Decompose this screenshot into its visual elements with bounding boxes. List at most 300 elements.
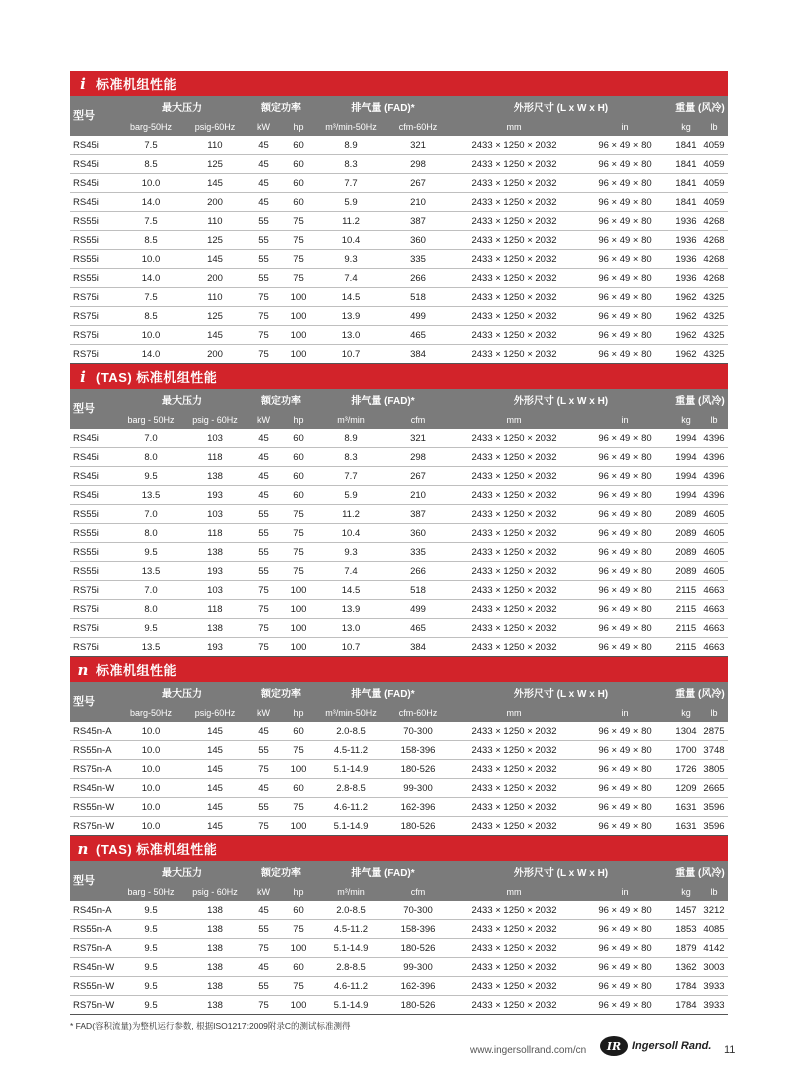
spec-section (70, 657, 728, 836)
cell-bar: 7.5 (144, 291, 158, 303)
cell-kw: 45 (258, 961, 269, 973)
header-pressure: 最大压力 (162, 396, 202, 407)
cell-psi: 103 (207, 508, 223, 520)
cell-psi: 145 (207, 177, 223, 189)
cell-in: 96 × 49 × 80 (598, 139, 652, 151)
cell-kg: 1631 (675, 801, 697, 813)
header-fad: 排气量 (FAD)* (351, 396, 415, 407)
cell-hp: 60 (293, 451, 304, 463)
cell-kg: 1362 (675, 961, 697, 973)
spec-section (70, 364, 728, 657)
cell-cfm: 158-396 (400, 744, 436, 756)
cell-model: RS75i (73, 348, 99, 360)
cell-psi: 118 (207, 603, 223, 615)
cell-hp: 100 (290, 310, 307, 322)
cell-m3: 9.3 (344, 546, 358, 558)
header-unit-in: in (621, 121, 629, 132)
header-unit-m3: m³/min-50Hz (325, 121, 377, 132)
cell-hp: 60 (293, 489, 304, 501)
cell-bar: 10.0 (141, 763, 161, 775)
header-group-row (70, 389, 728, 410)
cell-hp: 75 (293, 508, 304, 520)
spec-section (70, 71, 728, 364)
section-title: (TAS) 标准机组性能 (96, 370, 218, 385)
cell-mm: 2433 × 1250 × 2032 (471, 139, 557, 151)
cell-model: RS55n-A (73, 744, 112, 756)
cell-m3: 7.4 (344, 272, 358, 284)
table-header (70, 389, 728, 429)
cell-in: 96 × 49 × 80 (598, 253, 652, 265)
table-row (70, 817, 728, 836)
cell-bar: 9.5 (144, 980, 158, 992)
table-row (70, 958, 728, 977)
cell-in: 96 × 49 × 80 (598, 820, 652, 832)
cell-lb: 4605 (703, 546, 725, 558)
cell-lb: 4396 (703, 489, 725, 501)
cell-kw: 55 (258, 923, 269, 935)
cell-hp: 60 (293, 432, 304, 444)
spec-tables (70, 71, 728, 1015)
table-row (70, 760, 728, 779)
cell-mm: 2433 × 1250 × 2032 (471, 584, 557, 596)
cell-mm: 2433 × 1250 × 2032 (471, 329, 557, 341)
cell-mm: 2433 × 1250 × 2032 (471, 310, 557, 322)
cell-m3: 14.5 (341, 584, 361, 596)
table-row (70, 307, 728, 326)
cell-mm: 2433 × 1250 × 2032 (471, 253, 557, 265)
cell-kg: 1936 (675, 272, 697, 284)
cell-hp: 75 (293, 980, 304, 992)
cell-kg: 1841 (675, 177, 697, 189)
cell-mm: 2433 × 1250 × 2032 (471, 980, 557, 992)
cell-bar: 10.0 (141, 801, 161, 813)
cell-lb: 4059 (703, 139, 725, 151)
table-row (70, 901, 728, 920)
cell-kg: 1936 (675, 215, 697, 227)
cell-lb: 4396 (703, 451, 725, 463)
cell-kw: 45 (258, 782, 269, 794)
cell-m3: 4.6-11.2 (333, 980, 369, 992)
cell-hp: 60 (293, 177, 304, 189)
cell-in: 96 × 49 × 80 (598, 904, 652, 916)
header-unit-kw: kW (257, 414, 270, 425)
cell-kg: 1784 (675, 980, 697, 992)
cell-model: RS45n-A (73, 904, 112, 916)
cell-mm: 2433 × 1250 × 2032 (471, 801, 557, 813)
cell-m3: 11.2 (342, 508, 360, 520)
cell-m3: 7.7 (344, 470, 358, 482)
section-title: (TAS) 标准机组性能 (96, 842, 218, 857)
cell-in: 96 × 49 × 80 (598, 508, 652, 520)
cell-lb: 4663 (703, 603, 725, 615)
cell-kg: 1879 (675, 942, 697, 954)
header-unit-psi: psig-60Hz (194, 121, 236, 132)
table-row (70, 448, 728, 467)
cell-in: 96 × 49 × 80 (598, 177, 652, 189)
cell-model: RS45n-W (73, 961, 115, 973)
cell-bar: 10.0 (141, 725, 161, 737)
cell-mm: 2433 × 1250 × 2032 (471, 234, 557, 246)
cell-kg: 1841 (675, 139, 697, 151)
cell-lb: 2875 (703, 725, 725, 737)
footnote: * FAD(容积流量)为整机运行参数, 根据ISO1217:2009附录C的测试标准测得 (70, 1021, 351, 1031)
cell-kw: 55 (258, 253, 269, 265)
cell-kg: 1631 (675, 820, 697, 832)
header-unit-hp: hp (293, 414, 304, 425)
cell-psi: 118 (207, 451, 223, 463)
cell-m3: 10.7 (341, 348, 361, 360)
cell-mm: 2433 × 1250 × 2032 (471, 272, 557, 284)
header-unit-kw: kW (257, 121, 270, 132)
cell-in: 96 × 49 × 80 (598, 980, 652, 992)
cell-lb: 4059 (703, 196, 725, 208)
cell-lb: 4605 (703, 527, 725, 539)
cell-lb: 4268 (703, 272, 725, 284)
cell-kw: 75 (258, 641, 269, 653)
table-row (70, 779, 728, 798)
cell-model: RS75i (73, 584, 99, 596)
table-body (70, 722, 728, 836)
cell-mm: 2433 × 1250 × 2032 (471, 782, 557, 794)
cell-mm: 2433 × 1250 × 2032 (471, 508, 557, 520)
cell-model: RS45n-W (73, 782, 115, 794)
table-row (70, 467, 728, 486)
cell-hp: 75 (293, 253, 304, 265)
header-unit-bar: barg-50Hz (129, 121, 173, 132)
cell-cfm: 384 (410, 348, 426, 360)
cell-kg: 1962 (675, 310, 697, 322)
logo-wordmark: Ingersoll Rand. (632, 1040, 712, 1052)
cell-cfm: 162-396 (400, 980, 436, 992)
header-unit-m3: m³/min (337, 886, 365, 897)
section-title-bar (70, 657, 728, 682)
header-unit-row (70, 882, 728, 901)
cell-kw: 75 (258, 622, 269, 634)
cell-lb: 4605 (703, 508, 725, 520)
cell-in: 96 × 49 × 80 (598, 622, 652, 634)
cell-psi: 138 (207, 622, 223, 634)
cell-kw: 55 (258, 527, 269, 539)
header-dimensions: 外形尺寸 (L x W x H) (513, 689, 609, 700)
series-letter: i (80, 74, 86, 93)
cell-kw: 55 (258, 234, 269, 246)
table-row (70, 996, 728, 1015)
header-unit-cfm: cfm (410, 414, 426, 425)
header-model: 型号 (73, 403, 95, 415)
cell-bar: 9.5 (144, 546, 158, 558)
cell-psi: 138 (207, 999, 223, 1011)
cell-psi: 145 (207, 253, 223, 265)
header-unit-kg: kg (681, 886, 691, 897)
header-weight: 重量 (风冷) (675, 103, 725, 114)
header-unit-kg: kg (681, 121, 691, 132)
cell-hp: 75 (293, 272, 304, 284)
cell-cfm: 360 (410, 234, 426, 246)
cell-in: 96 × 49 × 80 (598, 744, 652, 756)
header-dimensions: 外形尺寸 (L x W x H) (513, 868, 609, 879)
cell-m3: 5.1-14.9 (333, 763, 369, 775)
cell-cfm: 465 (410, 622, 426, 634)
table-row (70, 429, 728, 448)
cell-bar: 13.5 (141, 565, 161, 577)
cell-kw: 75 (258, 603, 269, 615)
cell-m3: 2.8-8.5 (336, 782, 366, 794)
cell-m3: 10.4 (341, 234, 361, 246)
cell-bar: 7.5 (144, 215, 158, 227)
table-row (70, 619, 728, 638)
section-title: 标准机组性能 (96, 663, 178, 678)
cell-model: RS55i (73, 234, 99, 246)
cell-m3: 8.3 (344, 158, 358, 170)
cell-mm: 2433 × 1250 × 2032 (471, 999, 557, 1011)
cell-psi: 138 (207, 980, 223, 992)
header-unit-m3: m³/min-50Hz (325, 707, 377, 718)
cell-model: RS45i (73, 196, 99, 208)
table-row (70, 920, 728, 939)
cell-kw: 55 (258, 215, 269, 227)
table-row (70, 543, 728, 562)
header-dimensions: 外形尺寸 (L x W x H) (513, 396, 609, 407)
cell-in: 96 × 49 × 80 (598, 196, 652, 208)
cell-m3: 13.9 (341, 310, 361, 322)
cell-psi: 200 (207, 272, 223, 284)
table-row (70, 345, 728, 364)
header-unit-m3: m³/min (337, 414, 365, 425)
header-fad: 排气量 (FAD)* (351, 689, 415, 700)
cell-psi: 193 (207, 641, 223, 653)
cell-cfm: 267 (410, 470, 426, 482)
cell-in: 96 × 49 × 80 (598, 725, 652, 737)
cell-hp: 100 (290, 942, 307, 954)
cell-m3: 13.0 (341, 329, 361, 341)
cell-cfm: 180-526 (400, 763, 436, 775)
cell-kg: 1994 (675, 489, 697, 501)
cell-psi: 103 (207, 432, 223, 444)
cell-cfm: 210 (410, 489, 426, 501)
cell-lb: 3596 (703, 801, 725, 813)
cell-hp: 100 (290, 291, 307, 303)
table-header (70, 861, 728, 901)
cell-bar: 9.5 (144, 622, 158, 634)
cell-m3: 7.4 (344, 565, 358, 577)
header-unit-lb: lb (710, 414, 718, 425)
cell-bar: 9.5 (144, 942, 158, 954)
cell-bar: 9.5 (144, 961, 158, 973)
header-unit-hp: hp (293, 707, 304, 718)
cell-model: RS55i (73, 215, 99, 227)
header-unit-hp: hp (293, 886, 304, 897)
cell-hp: 100 (290, 622, 307, 634)
cell-kw: 45 (258, 139, 269, 151)
cell-bar: 14.0 (141, 272, 161, 284)
cell-m3: 5.9 (344, 196, 358, 208)
header-unit-mm: mm (506, 886, 522, 897)
cell-kw: 75 (258, 999, 269, 1011)
cell-lb: 4085 (703, 923, 725, 935)
cell-lb: 4663 (703, 622, 725, 634)
section-title-bar (70, 836, 728, 861)
header-group-row (70, 682, 728, 703)
cell-in: 96 × 49 × 80 (598, 158, 652, 170)
cell-hp: 75 (293, 744, 304, 756)
header-weight: 重量 (风冷) (675, 396, 725, 407)
cell-kg: 1962 (675, 291, 697, 303)
cell-psi: 138 (207, 961, 223, 973)
table-body (70, 901, 728, 1015)
cell-hp: 60 (293, 139, 304, 151)
header-unit-mm: mm (506, 414, 522, 425)
cell-in: 96 × 49 × 80 (598, 234, 652, 246)
table-row (70, 505, 728, 524)
cell-in: 96 × 49 × 80 (598, 942, 652, 954)
cell-psi: 138 (207, 942, 223, 954)
cell-kw: 75 (258, 310, 269, 322)
header-fad: 排气量 (FAD)* (351, 103, 415, 114)
cell-lb: 4605 (703, 565, 725, 577)
cell-cfm: 180-526 (400, 820, 436, 832)
cell-cfm: 465 (410, 329, 426, 341)
cell-bar: 8.5 (144, 234, 158, 246)
header-model: 型号 (73, 110, 95, 122)
cell-model: RS45i (73, 451, 99, 463)
cell-kw: 75 (258, 291, 269, 303)
cell-cfm: 335 (410, 546, 426, 558)
table-header (70, 96, 728, 136)
cell-lb: 4142 (703, 942, 725, 954)
cell-cfm: 70-300 (403, 725, 433, 737)
cell-m3: 2.0-8.5 (336, 904, 366, 916)
cell-model: RS75n-W (73, 999, 115, 1011)
cell-lb: 3596 (703, 820, 725, 832)
cell-in: 96 × 49 × 80 (598, 329, 652, 341)
cell-model: RS55n-A (73, 923, 112, 935)
cell-model: RS55i (73, 527, 99, 539)
cell-kg: 1994 (675, 470, 697, 482)
header-unit-cfm: cfm-60Hz (398, 707, 438, 718)
ingersoll-rand-logo (600, 1036, 711, 1056)
cell-kg: 2089 (675, 565, 697, 577)
table-row (70, 231, 728, 250)
cell-hp: 100 (290, 348, 307, 360)
table-row (70, 269, 728, 288)
cell-cfm: 180-526 (400, 942, 436, 954)
cell-model: RS55i (73, 565, 99, 577)
cell-bar: 8.5 (144, 310, 158, 322)
cell-lb: 4325 (703, 291, 725, 303)
cell-kw: 75 (258, 763, 269, 775)
cell-bar: 8.0 (144, 451, 158, 463)
cell-mm: 2433 × 1250 × 2032 (471, 942, 557, 954)
cell-psi: 138 (207, 904, 223, 916)
cell-kg: 1209 (675, 782, 697, 794)
cell-lb: 4396 (703, 470, 725, 482)
header-unit-lb: lb (710, 121, 718, 132)
cell-kg: 1936 (675, 253, 697, 265)
header-unit-kw: kW (257, 886, 270, 897)
cell-m3: 13.0 (341, 622, 361, 634)
cell-in: 96 × 49 × 80 (598, 584, 652, 596)
cell-kw: 75 (258, 329, 269, 341)
cell-bar: 7.0 (144, 432, 158, 444)
cell-kg: 2115 (675, 622, 697, 634)
cell-psi: 110 (207, 291, 223, 303)
cell-lb: 4268 (703, 215, 725, 227)
cell-hp: 100 (290, 584, 307, 596)
cell-kg: 1700 (675, 744, 697, 756)
cell-in: 96 × 49 × 80 (598, 310, 652, 322)
cell-kg: 1994 (675, 432, 697, 444)
cell-hp: 100 (290, 603, 307, 615)
cell-mm: 2433 × 1250 × 2032 (471, 641, 557, 653)
cell-mm: 2433 × 1250 × 2032 (471, 527, 557, 539)
table-row (70, 977, 728, 996)
header-model: 型号 (73, 875, 95, 887)
cell-bar: 14.0 (141, 348, 161, 360)
header-unit-in: in (621, 414, 629, 425)
cell-bar: 8.0 (144, 603, 158, 615)
cell-kw: 75 (258, 348, 269, 360)
footer-url[interactable]: www.ingersollrand.com/cn (470, 1045, 587, 1056)
cell-bar: 9.5 (144, 923, 158, 935)
cell-kw: 55 (258, 744, 269, 756)
cell-bar: 10.0 (141, 744, 161, 756)
cell-hp: 75 (293, 546, 304, 558)
series-letter: n (77, 839, 89, 858)
cell-model: RS55i (73, 272, 99, 284)
cell-bar: 7.5 (144, 139, 158, 151)
header-unit-kg: kg (681, 414, 691, 425)
cell-cfm: 298 (410, 158, 426, 170)
cell-bar: 10.0 (141, 253, 161, 265)
cell-model: RS55i (73, 253, 99, 265)
cell-in: 96 × 49 × 80 (598, 782, 652, 794)
cell-mm: 2433 × 1250 × 2032 (471, 744, 557, 756)
cell-psi: 145 (207, 820, 223, 832)
cell-model: RS45n-A (73, 725, 112, 737)
cell-model: RS55n-W (73, 980, 115, 992)
cell-kg: 1853 (675, 923, 697, 935)
cell-kw: 55 (258, 272, 269, 284)
header-model: 型号 (73, 696, 95, 708)
cell-lb: 4059 (703, 177, 725, 189)
cell-psi: 200 (207, 348, 223, 360)
cell-model: RS75i (73, 291, 99, 303)
header-pressure: 最大压力 (162, 103, 202, 114)
series-letter: n (77, 660, 89, 679)
cell-cfm: 298 (410, 451, 426, 463)
cell-cfm: 99-300 (403, 782, 433, 794)
cell-hp: 100 (290, 641, 307, 653)
table-body (70, 136, 728, 364)
cell-lb: 4059 (703, 158, 725, 170)
cell-mm: 2433 × 1250 × 2032 (471, 546, 557, 558)
cell-m3: 5.1-14.9 (333, 999, 369, 1011)
cell-psi: 200 (207, 196, 223, 208)
header-weight: 重量 (风冷) (675, 868, 725, 879)
cell-mm: 2433 × 1250 × 2032 (471, 603, 557, 615)
cell-psi: 145 (207, 782, 223, 794)
header-power: 额定功率 (261, 103, 301, 114)
cell-kw: 55 (258, 801, 269, 813)
table-row (70, 798, 728, 817)
header-unit-lb: lb (710, 707, 718, 718)
cell-model: RS75n-A (73, 763, 112, 775)
cell-cfm: 360 (410, 527, 426, 539)
cell-m3: 4.5-11.2 (333, 744, 369, 756)
cell-model: RS55i (73, 546, 99, 558)
cell-in: 96 × 49 × 80 (598, 603, 652, 615)
cell-bar: 7.0 (144, 584, 158, 596)
